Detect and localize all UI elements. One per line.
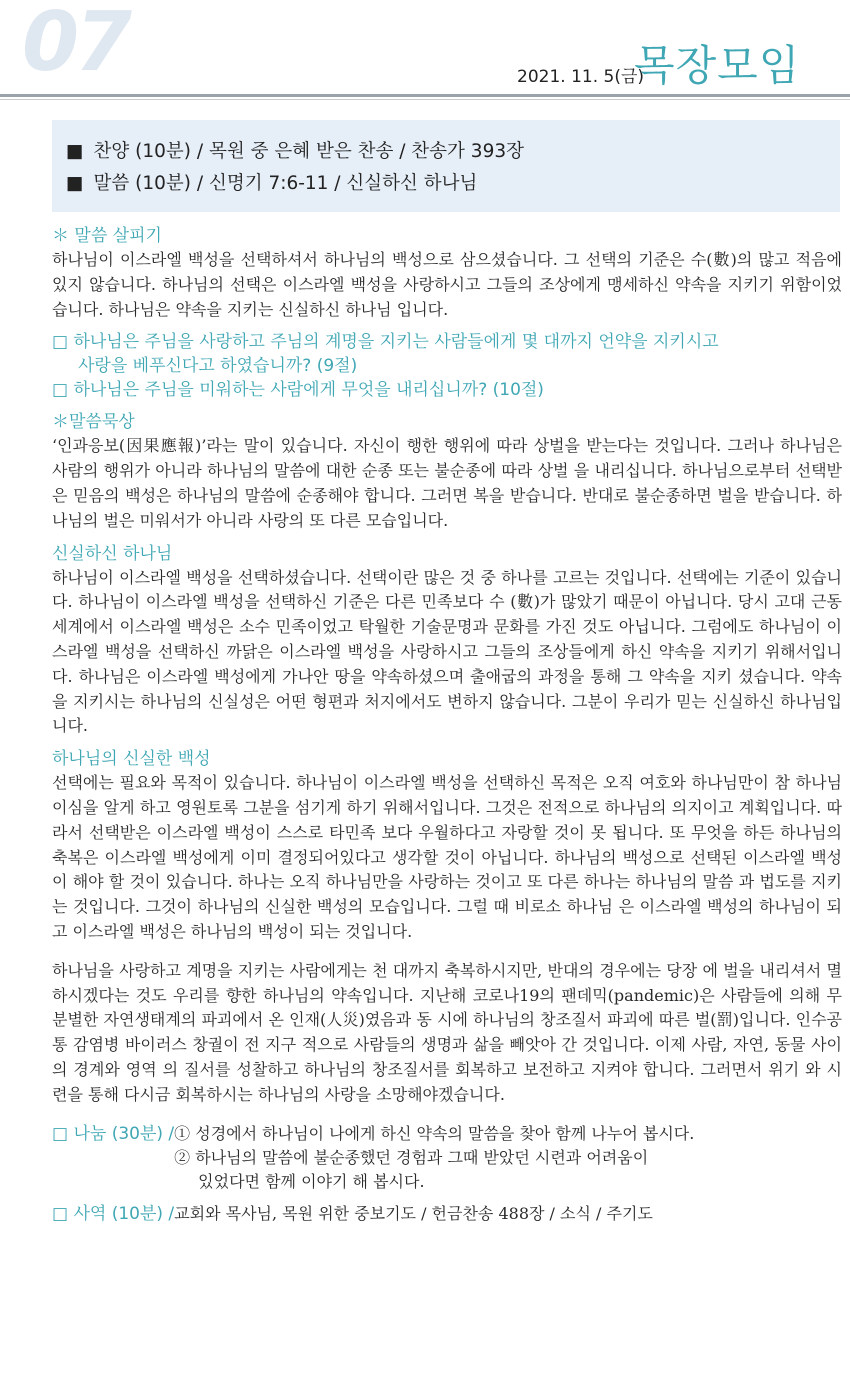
share-label: □ 나눔 (30분) / [52,1123,175,1144]
share-item-cont: 있었다면 함께 이야기 해 봅시다. [198,1171,425,1191]
header-rule [0,94,850,97]
agenda-item-word [66,168,840,200]
share-item: ② 하나님의 말씀에 불순종했던 경험과 그때 받았던 시련과 어려움이 [174,1147,649,1167]
section-paragraph: 하나님이 이스라엘 백성을 선택하셨습니다. 선택이란 많은 것 중 하나를 고르는 것입니다. 선택에는 기준이 있습니다. 하나님이 이스라엘 백성을 선택하신 기준은 다른 민족보다 수 (數)가 많았기 때문이 아닙니다. 당시 고대 근동 세계에서 이스라엘 백성은 소수 민족이었고 탁월한 기술문명과 문화를 가진 것도 아닙니다. 그럼에도 하나님이 이스라엘 백성을 선택하신 까닭은 이스라엘 백성을 사랑하시고 그들의 조상들에게 하신 약속을 지키기 위해서입니다. 하나님은 이스라엘 백성에게 가나안 땅을 약속하셨으며 출애굽의 과정을 통해 그 약속을 지키 셨습니다. 약속을 지키시는 하나님의 신실성은 어떤 형편과 처지에서도 변하지 않습니다. 그분이 우리가 믿는 신실하신 하나님입니다. [52,567,842,736]
section-paragraph: ‘인과응보(因果應報)’라는 말이 있습니다. 자신이 행한 행위에 따라 상벌을 받는다는 것입니다. 그러나 하나님은 사람의 행위가 아니라 하나님의 말씀에 대한 순종 또는 불순종에 따라 상벌 을 내리십니다. 하나님으로부터 선택받은 믿음의 백성은 하나님의 말씀에 순종해야 합니다. 그러면 복을 받습니다. 반대로 불순종하면 벌을 받습니다. 하나님의 벌은 미워서가 아니라 사랑의 또 다른 모습입니다. [52,436,842,530]
header-rule-thin [0,99,850,100]
content [52,224,842,1226]
square-bullet-icon: ■ [66,173,84,194]
agenda-text: 찬양 (10분) / 목원 중 은혜 받은 찬송 / 찬송가 393장 [93,141,524,162]
share-activity [52,1122,842,1194]
square-bullet-icon: ■ [66,141,84,162]
question-list [52,330,842,402]
service-text: 교회와 목사님, 목원 위한 중보기도 / 헌금찬송 488장 / 소식 / 주기도 [174,1203,653,1223]
section-heading: 하나님의 신실한 백성 [52,749,211,770]
section-paragraph: 선택에는 필요와 목적이 있습니다. 하나님이 이스라엘 백성을 선택하신 목적은 오직 여호와 하나님만이 참 하나님이심을 알게 하고 영원토록 그분을 섬기게 하기 위해서입니다. 그것은 전적으로 하나님의 의지이고 계획입니다. 따라서 선택받은 이스라엘 백성이 스스로 타민족 보다 우월하다고 자랑할 것이 못 됩니다. 또 무엇을 하든 하나님의 축복은 이스라엘 백성에게 이미 결정되어있다고 생각할 것이 아닙니다. 하나님의 백성으로 선택된 이스라엘 백성이 해야 할 것이 있습니다. 하나는 오직 하나님만을 사랑하는 것이고 또 다른 하나는 하나님의 말씀 과 법도를 지키는 것입니다. 그것이 하나님의 신실한 백성의 모습입니다. 그럴 때 비로소 하나님 은 이스라엘 백성의 하나님이 되고 이스라엘 백성은 하나님의 백성이 되는 것입니다. [52,773,843,941]
page-number: 07 [22,0,129,90]
page-title: 목장모임 [634,41,801,90]
question-item: □ 하나님은 주님을 사랑하고 주님의 계명을 지키는 사람들에게 몇 대까지 언약을 지키시고 [52,332,719,353]
section-paragraph: 하나님을 사랑하고 계명을 지키는 사람에게는 천 대까지 축복하시지만, 반대의 경우에는 당장 에 벌을 내리셔서 멸하시겠다는 것도 우리를 향한 하나님의 약속입니다. 지난해 코로나19의 팬데믹(pandemic)은 사람들에 의해 무분별한 자연생태계의 파괴에서 온 인재(人災)였음과 동 시에 하나님의 창조질서 파괴에 따른 벌(罰)입니다. 인수공통 감염병 바이러스 창궐이 전 지구 적으로 사람들의 생명과 삶을 빼앗아 간 것입니다. 이제 사람, 자연, 동물 사이의 경계와 영역 의 질서를 성찰하고 하나님의 창조질서를 회복하고 보전하고 지켜야 합니다. 그러면서 위기 와 시련을 통해 다시금 회복하시는 하나님의 사랑을 소망해야겠습니다. [52,960,842,1104]
service-label: □ 사역 (10분) / [52,1203,175,1224]
question-item-cont: 사랑을 베푸신다고 하였습니까? (9절) [78,356,358,377]
meeting-date: 2021. 11. 5(금) [517,67,645,87]
section-heading: 신실하신 하나님 [52,543,173,564]
agenda-text: 말씀 (10분) / 신명기 7:6-11 / 신실하신 하나님 [93,173,478,194]
section-paragraph: 하나님이 이스라엘 백성을 선택하셔서 하나님의 백성으로 삼으셨습니다. 그 선택의 기준은 수(數)의 많고 적음에 있지 않습니다. 하나님의 선택은 이스라엘 백성을 사랑하시고 그들의 조상에게 맹세하신 약속을 지키기 위함이었습니다. 하나님은 약속을 지키는 신실하신 하나님 입니다. [52,250,842,319]
service-activity [52,1202,842,1226]
question-item: □ 하나님은 주님을 미워하는 사람에게 무엇을 내리십니까? (10절) [52,380,544,401]
agenda-box [52,120,840,212]
section-heading: ＊말씀묵상 [52,412,135,433]
section-heading: ＊ 말씀 살피기 [52,226,162,246]
share-item: ① 성경에서 하나님이 나에게 하신 약속의 말씀을 찾아 함께 나누어 봅시다. [174,1123,695,1143]
agenda-item-praise [66,136,840,168]
